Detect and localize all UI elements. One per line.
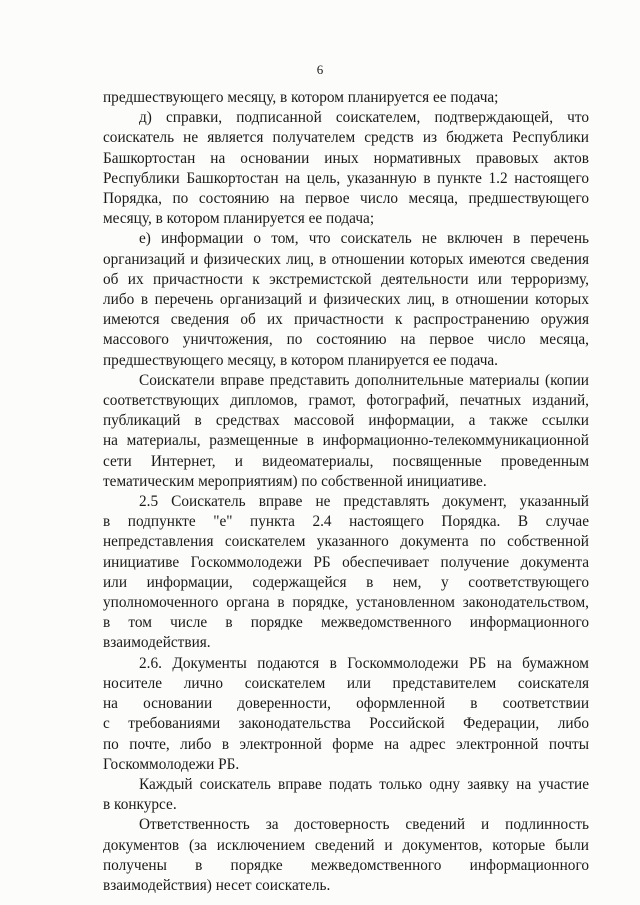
text-line: взаимодействия.	[103, 634, 211, 652]
paragraph	[103, 371, 589, 492]
text-line: публикаций в средствах массовой информации, а также ссылки	[103, 412, 589, 430]
text-line: Соискатели вправе представить дополнительные материалы (копии	[139, 371, 589, 389]
text-line: уполномоченного органа в порядке, установленном законодательством,	[103, 594, 589, 612]
text-line: в том числе в порядке межведомственного информационного	[103, 614, 589, 632]
text-line: в подпункте "е" пункта 2.4 настоящего Порядка. В случае	[103, 513, 589, 531]
text-line: инициативе Госкоммолодежи РБ обеспечивает получение документа	[103, 553, 589, 571]
text-line: получены в порядке межведомственного информационного	[103, 856, 589, 874]
text-line: об их причастности к экстремистской деятельности или терроризму,	[103, 270, 589, 288]
paragraph	[103, 492, 589, 654]
text-line: тематическим мероприятиям) по собственной инициативе.	[103, 472, 487, 490]
text-line: предшествующего месяцу, в котором планируется ее подача.	[103, 351, 499, 369]
text-line: Каждый соискатель вправе подать только одну заявку на участие	[139, 775, 589, 793]
text-line: на материалы, размещенные в информационно-телекоммуникационной	[103, 432, 589, 450]
text-line: либо в перечень организаций и физических лиц, в отношении которых	[103, 291, 589, 309]
text-line: Ответственность за достоверность сведений и подлинность	[139, 816, 589, 834]
text-line: непредставления соискателем указанного документа по собственной	[103, 533, 589, 551]
text-line: или информации, содержащейся в нем, у соответствующего	[103, 573, 589, 591]
text-line: 2.5 Соискатель вправе не представлять документ, указанный	[139, 493, 589, 511]
paragraph	[103, 108, 589, 229]
text-line: по почте, либо в электронной форме на адрес электронной почты	[103, 735, 589, 753]
text-line: носителе лично соискателем или представителем соискателя	[103, 674, 589, 692]
text-line: сети Интернет, и видеоматериалы, посвященные проведенным	[103, 452, 589, 470]
text-line: Башкортостан на основании иных нормативных правовых актов	[103, 149, 589, 167]
text-line: Порядка, по состоянию на первое число месяца, предшествующего	[103, 190, 589, 208]
text-line: на основании доверенности, оформленной в соответствии	[103, 695, 589, 713]
text-line: имеются сведения об их причастности к распространению оружия	[103, 311, 589, 329]
text-line: с требованиями законодательства Российской Федерации, либо	[103, 715, 589, 733]
text-line: в конкурсе.	[103, 796, 177, 814]
text-line: е) информации о том, что соискатель не включен в перечень	[139, 230, 589, 248]
text-line: взаимодействия) несет соискатель.	[103, 876, 331, 894]
text-line: массового уничтожения, по состоянию на первое число месяца,	[103, 331, 589, 349]
paragraph	[103, 654, 589, 775]
paragraph	[103, 815, 589, 896]
text-line: предшествующего месяцу, в котором планируется ее подача;	[103, 89, 499, 106]
text-line: соответствующих дипломов, грамот, фотографий, печатных изданий,	[103, 392, 589, 410]
paragraph	[103, 88, 589, 108]
text-line: месяцу, в котором планируется ее подача;	[103, 210, 375, 228]
text-line: 2.6. Документы подаются в Госкоммолодежи РБ на бумажном	[139, 654, 589, 672]
page-number: 6	[316, 62, 324, 77]
text-line: документов (за исключением сведений и документов, которые были	[103, 836, 589, 854]
text-line: Госкоммолодежи РБ.	[103, 755, 240, 773]
text-line: д) справки, подписанной соискателем, подтверждающей, что	[139, 109, 589, 127]
body-text	[103, 88, 589, 896]
text-line: Республики Башкортостан на цель, указанную в пункте 1.2 настоящего	[103, 169, 589, 187]
text-line: соискатель не является получателем средств из бюджета Республики	[103, 129, 589, 147]
paragraph	[103, 229, 589, 370]
paragraph	[103, 775, 589, 815]
text-line: организаций и физических лиц, в отношении которых имеются сведения	[103, 250, 589, 268]
